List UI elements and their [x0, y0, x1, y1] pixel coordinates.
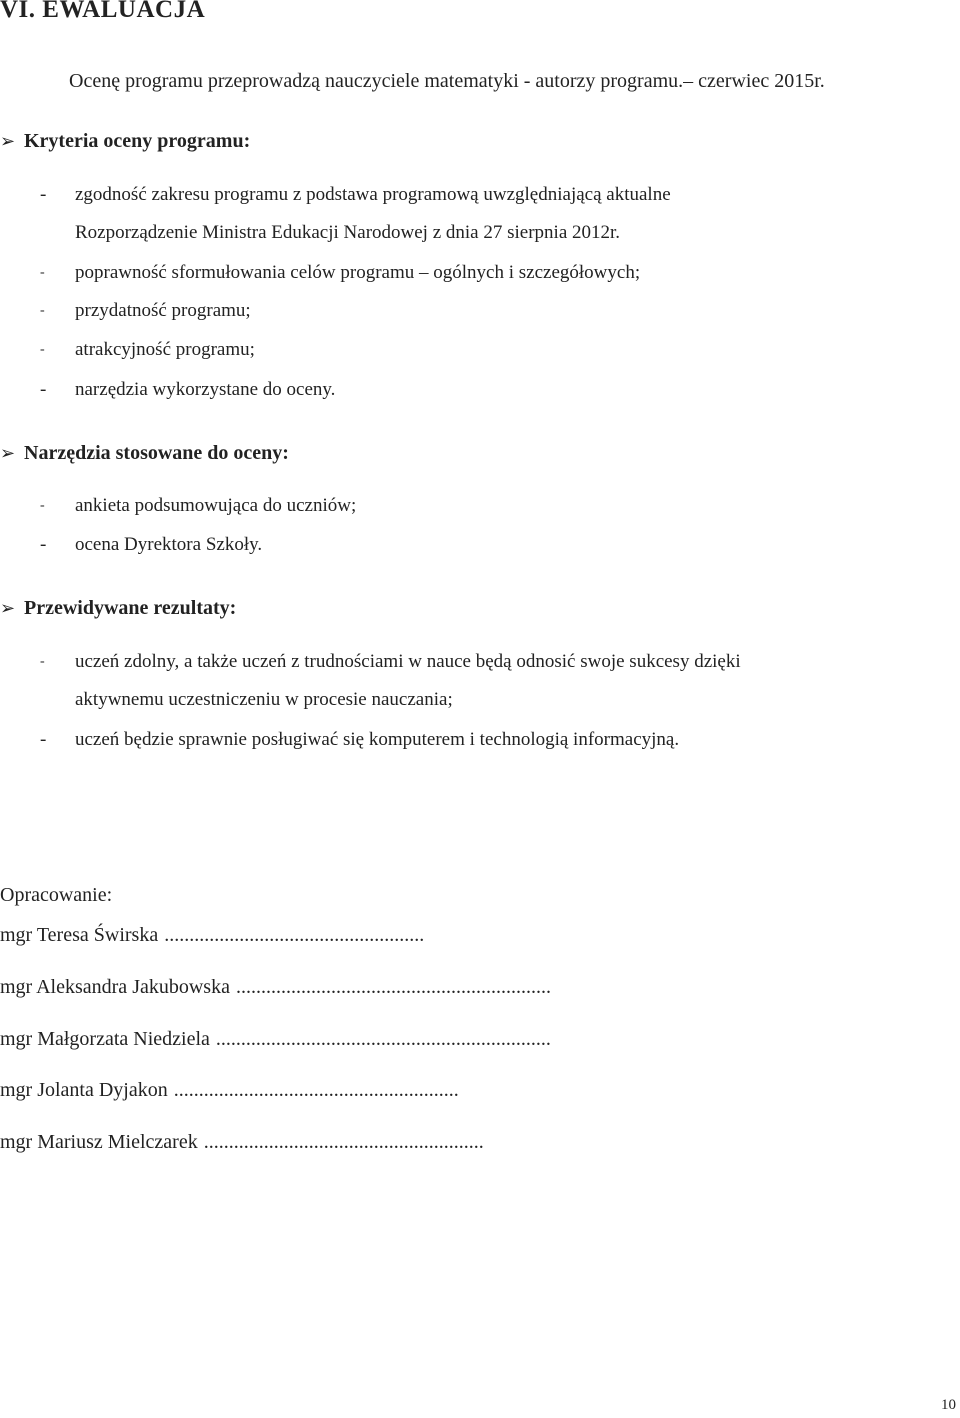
dash-bullet: -: [40, 498, 45, 513]
signature-dots: ........................................................: [203, 1131, 484, 1153]
list-item-continuation: aktywnemu uczestniczeniu w procesie nauczania;: [75, 689, 453, 710]
author-name: mgr Małgorzata Niedziela: [0, 1028, 210, 1050]
signature-dots: ...................................................................: [215, 1028, 551, 1050]
signatures-label: Opracowanie:: [0, 884, 113, 906]
dash-bullet: -: [40, 265, 45, 280]
list-item: - uczeń zdolny, a także uczeń z trudnościami w nauce będą odnosić swoje sukcesy dzięki: [40, 651, 741, 672]
list-item: - atrakcyjność programu;: [40, 339, 255, 360]
author-name: mgr Aleksandra Jakubowska: [0, 976, 230, 998]
signature-line: [0, 1028, 551, 1051]
page-number: 10: [941, 1397, 956, 1413]
intro-paragraph: Ocenę programu przeprowadzą nauczyciele matematyki - autorzy programu.– czerwiec 2015r.: [69, 70, 825, 92]
results-heading: [0, 597, 236, 620]
dash-bullet: -: [40, 379, 47, 400]
list-item: - poprawność sformułowania celów programu – ogólnych i szczegółowych;: [40, 262, 641, 283]
list-item: - zgodność zakresu programu z podstawa programową uwzględniającą aktualne: [40, 184, 671, 205]
arrow-bullet-icon: ➢: [0, 131, 16, 151]
signature-dots: ...............................................................: [235, 976, 551, 998]
signature-dots: .........................................................: [173, 1079, 459, 1101]
tools-heading-text: Narzędzia stosowane do oceny:: [24, 442, 289, 464]
arrow-bullet-icon: ➢: [0, 598, 16, 618]
signature-line: [0, 1079, 459, 1102]
list-item: - przydatność programu;: [40, 300, 251, 321]
tools-heading: [0, 442, 289, 465]
dash-bullet: -: [40, 303, 45, 318]
list-item: - ocena Dyrektora Szkoły.: [40, 534, 263, 555]
list-item: - ankieta podsumowująca do uczniów;: [40, 495, 357, 516]
signature-line: [0, 924, 424, 947]
list-item-continuation: Rozporządzenie Ministra Edukacji Narodowej z dnia 27 sierpnia 2012r.: [75, 222, 621, 243]
author-name: mgr Teresa Świrska: [0, 924, 159, 946]
arrow-bullet-icon: ➢: [0, 443, 16, 463]
criteria-heading: [0, 130, 250, 153]
signature-line: [0, 1131, 484, 1154]
dash-bullet: -: [40, 534, 47, 555]
section-title: VI. EWALUACJA: [0, 0, 206, 23]
criteria-heading-text: Kryteria oceny programu:: [24, 130, 251, 152]
signature-line: [0, 976, 551, 999]
results-heading-text: Przewidywane rezultaty:: [24, 597, 237, 619]
signature-dots: ....................................................: [164, 924, 425, 946]
dash-bullet: -: [40, 654, 45, 669]
author-name: mgr Jolanta Dyjakon: [0, 1079, 168, 1101]
list-item: - uczeń będzie sprawnie posługiwać się komputerem i technologią informacyjną.: [40, 729, 680, 750]
dash-bullet: -: [40, 184, 47, 205]
list-item: - narzędzia wykorzystane do oceny.: [40, 379, 336, 400]
dash-bullet: -: [40, 342, 45, 357]
dash-bullet: -: [40, 729, 47, 750]
author-name: mgr Mariusz Mielczarek: [0, 1131, 198, 1153]
